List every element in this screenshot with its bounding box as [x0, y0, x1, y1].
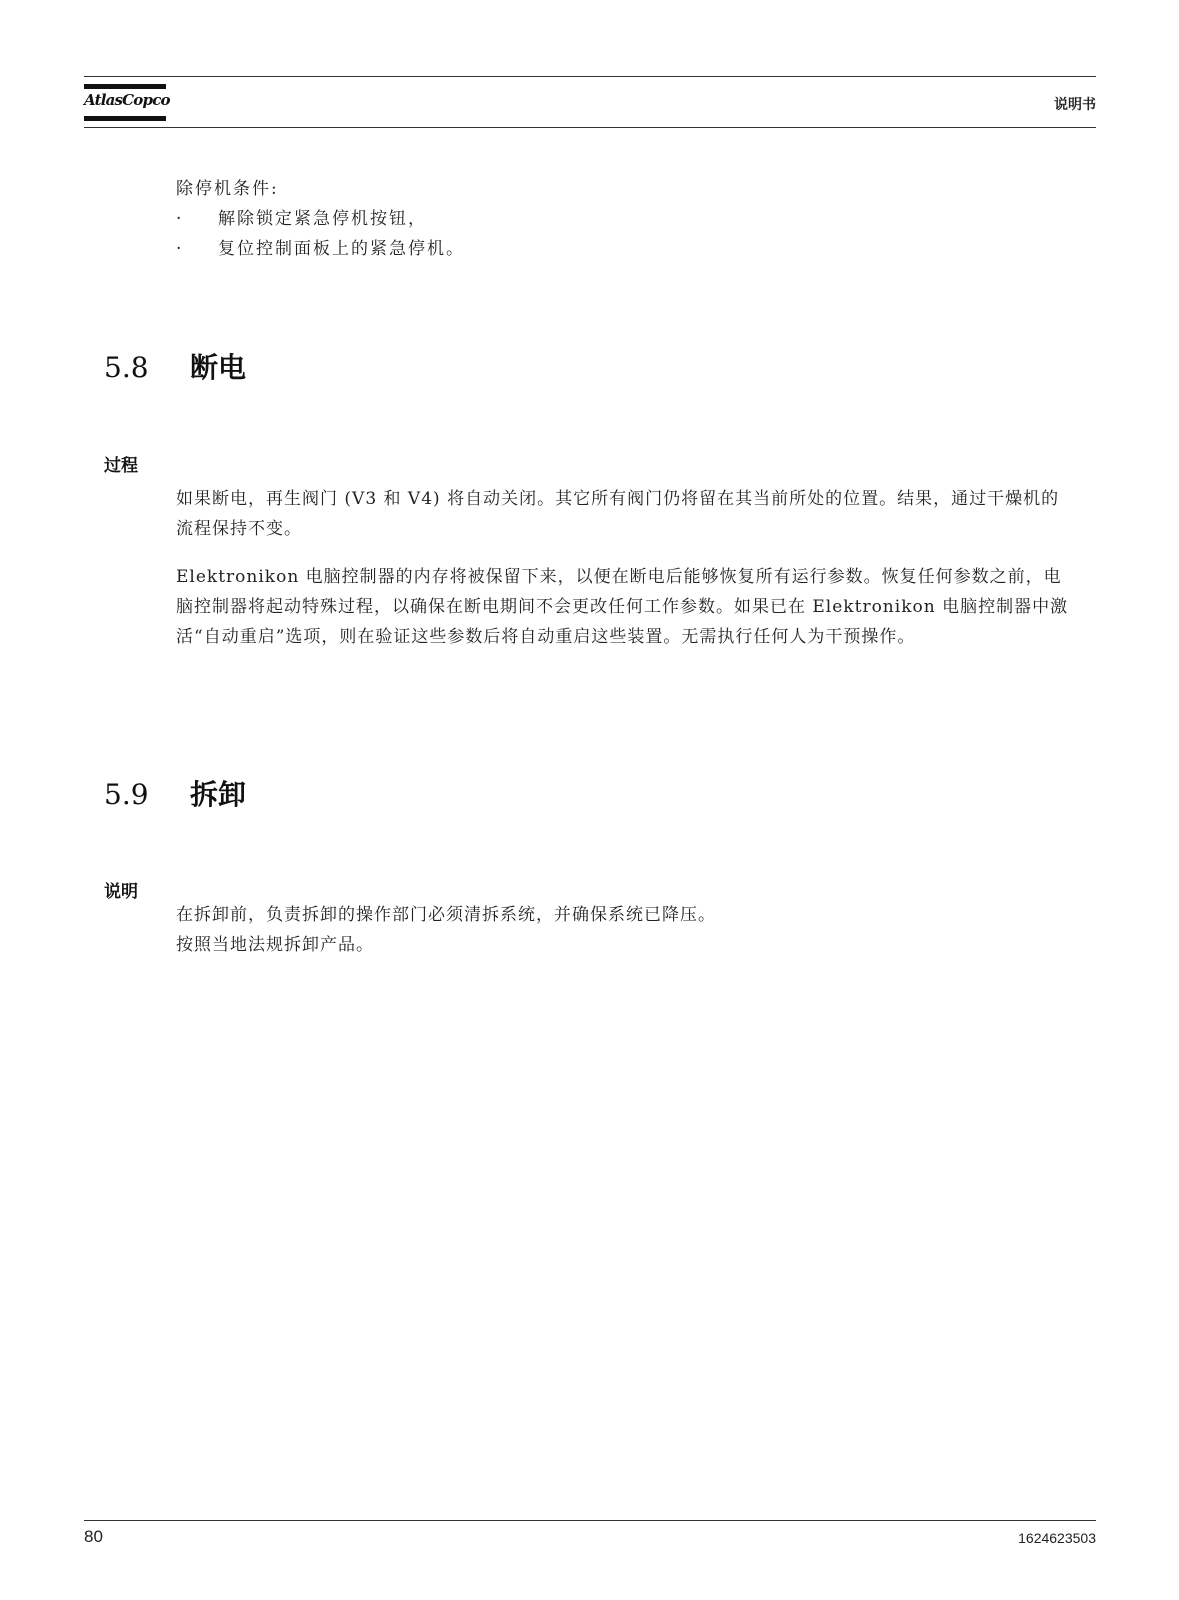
- paragraph: 如果断电，再生阀门 (V3 和 V4) 将自动关闭。其它所有阀门仍将留在其当前所处的位置。结果，通过干燥机的流程保持不变。: [176, 489, 1060, 539]
- logo-text: AtlasCopco: [84, 91, 170, 109]
- intro-heading: 除停机条件:: [176, 179, 279, 199]
- logo-top-bar: [84, 84, 166, 89]
- paragraph: Elektronikon 电脑控制器的内存将被保留下来，以便在断电后能够恢复所有运行参数。恢复任何参数之前，电脑控制器将起动特殊过程，以确保在断电期间不会更改任何工作参数。如果已在 Elektronikon 电脑控制器中激活“自动重启”选项，则在验证这些参数后将自动重启这些装置。无需执行任何人为干预操作。: [176, 567, 1069, 647]
- list-item-text: 解除锁定紧急停机按钮，: [218, 209, 427, 229]
- section-title-power-loss: [104, 346, 246, 386]
- list-item: [176, 234, 465, 264]
- atlas-copco-logo: [84, 82, 170, 124]
- header-label: 说明书: [1054, 97, 1096, 113]
- paragraph: 按照当地法规拆卸产品。: [176, 935, 374, 955]
- sub-heading-description: 说明: [104, 882, 138, 902]
- section-title-text: 拆卸: [190, 778, 247, 811]
- document-number: 1624623503: [1018, 1530, 1096, 1546]
- footer-rule: [84, 1520, 1096, 1521]
- sub-heading-procedure: 过程: [104, 456, 138, 476]
- section-number: 5.8: [104, 351, 149, 384]
- bullet-icon: ·: [176, 239, 184, 259]
- section-title-disassembly: [104, 773, 246, 813]
- page-number: 80: [84, 1527, 103, 1546]
- section-number: 5.9: [104, 778, 149, 811]
- bullet-icon: ·: [176, 209, 184, 229]
- section-title-text: 断电: [190, 351, 247, 384]
- logo-bottom-bar: [84, 116, 166, 121]
- header-top-rule: [84, 76, 1096, 77]
- header-bottom-rule: [84, 127, 1096, 128]
- list-item: [176, 204, 465, 234]
- paragraph: 在拆卸前，负责拆卸的操作部门必须清拆系统，并确保系统已降压。: [176, 905, 716, 925]
- list-item-text: 复位控制面板上的紧急停机。: [218, 239, 465, 259]
- intro-block: [176, 174, 465, 264]
